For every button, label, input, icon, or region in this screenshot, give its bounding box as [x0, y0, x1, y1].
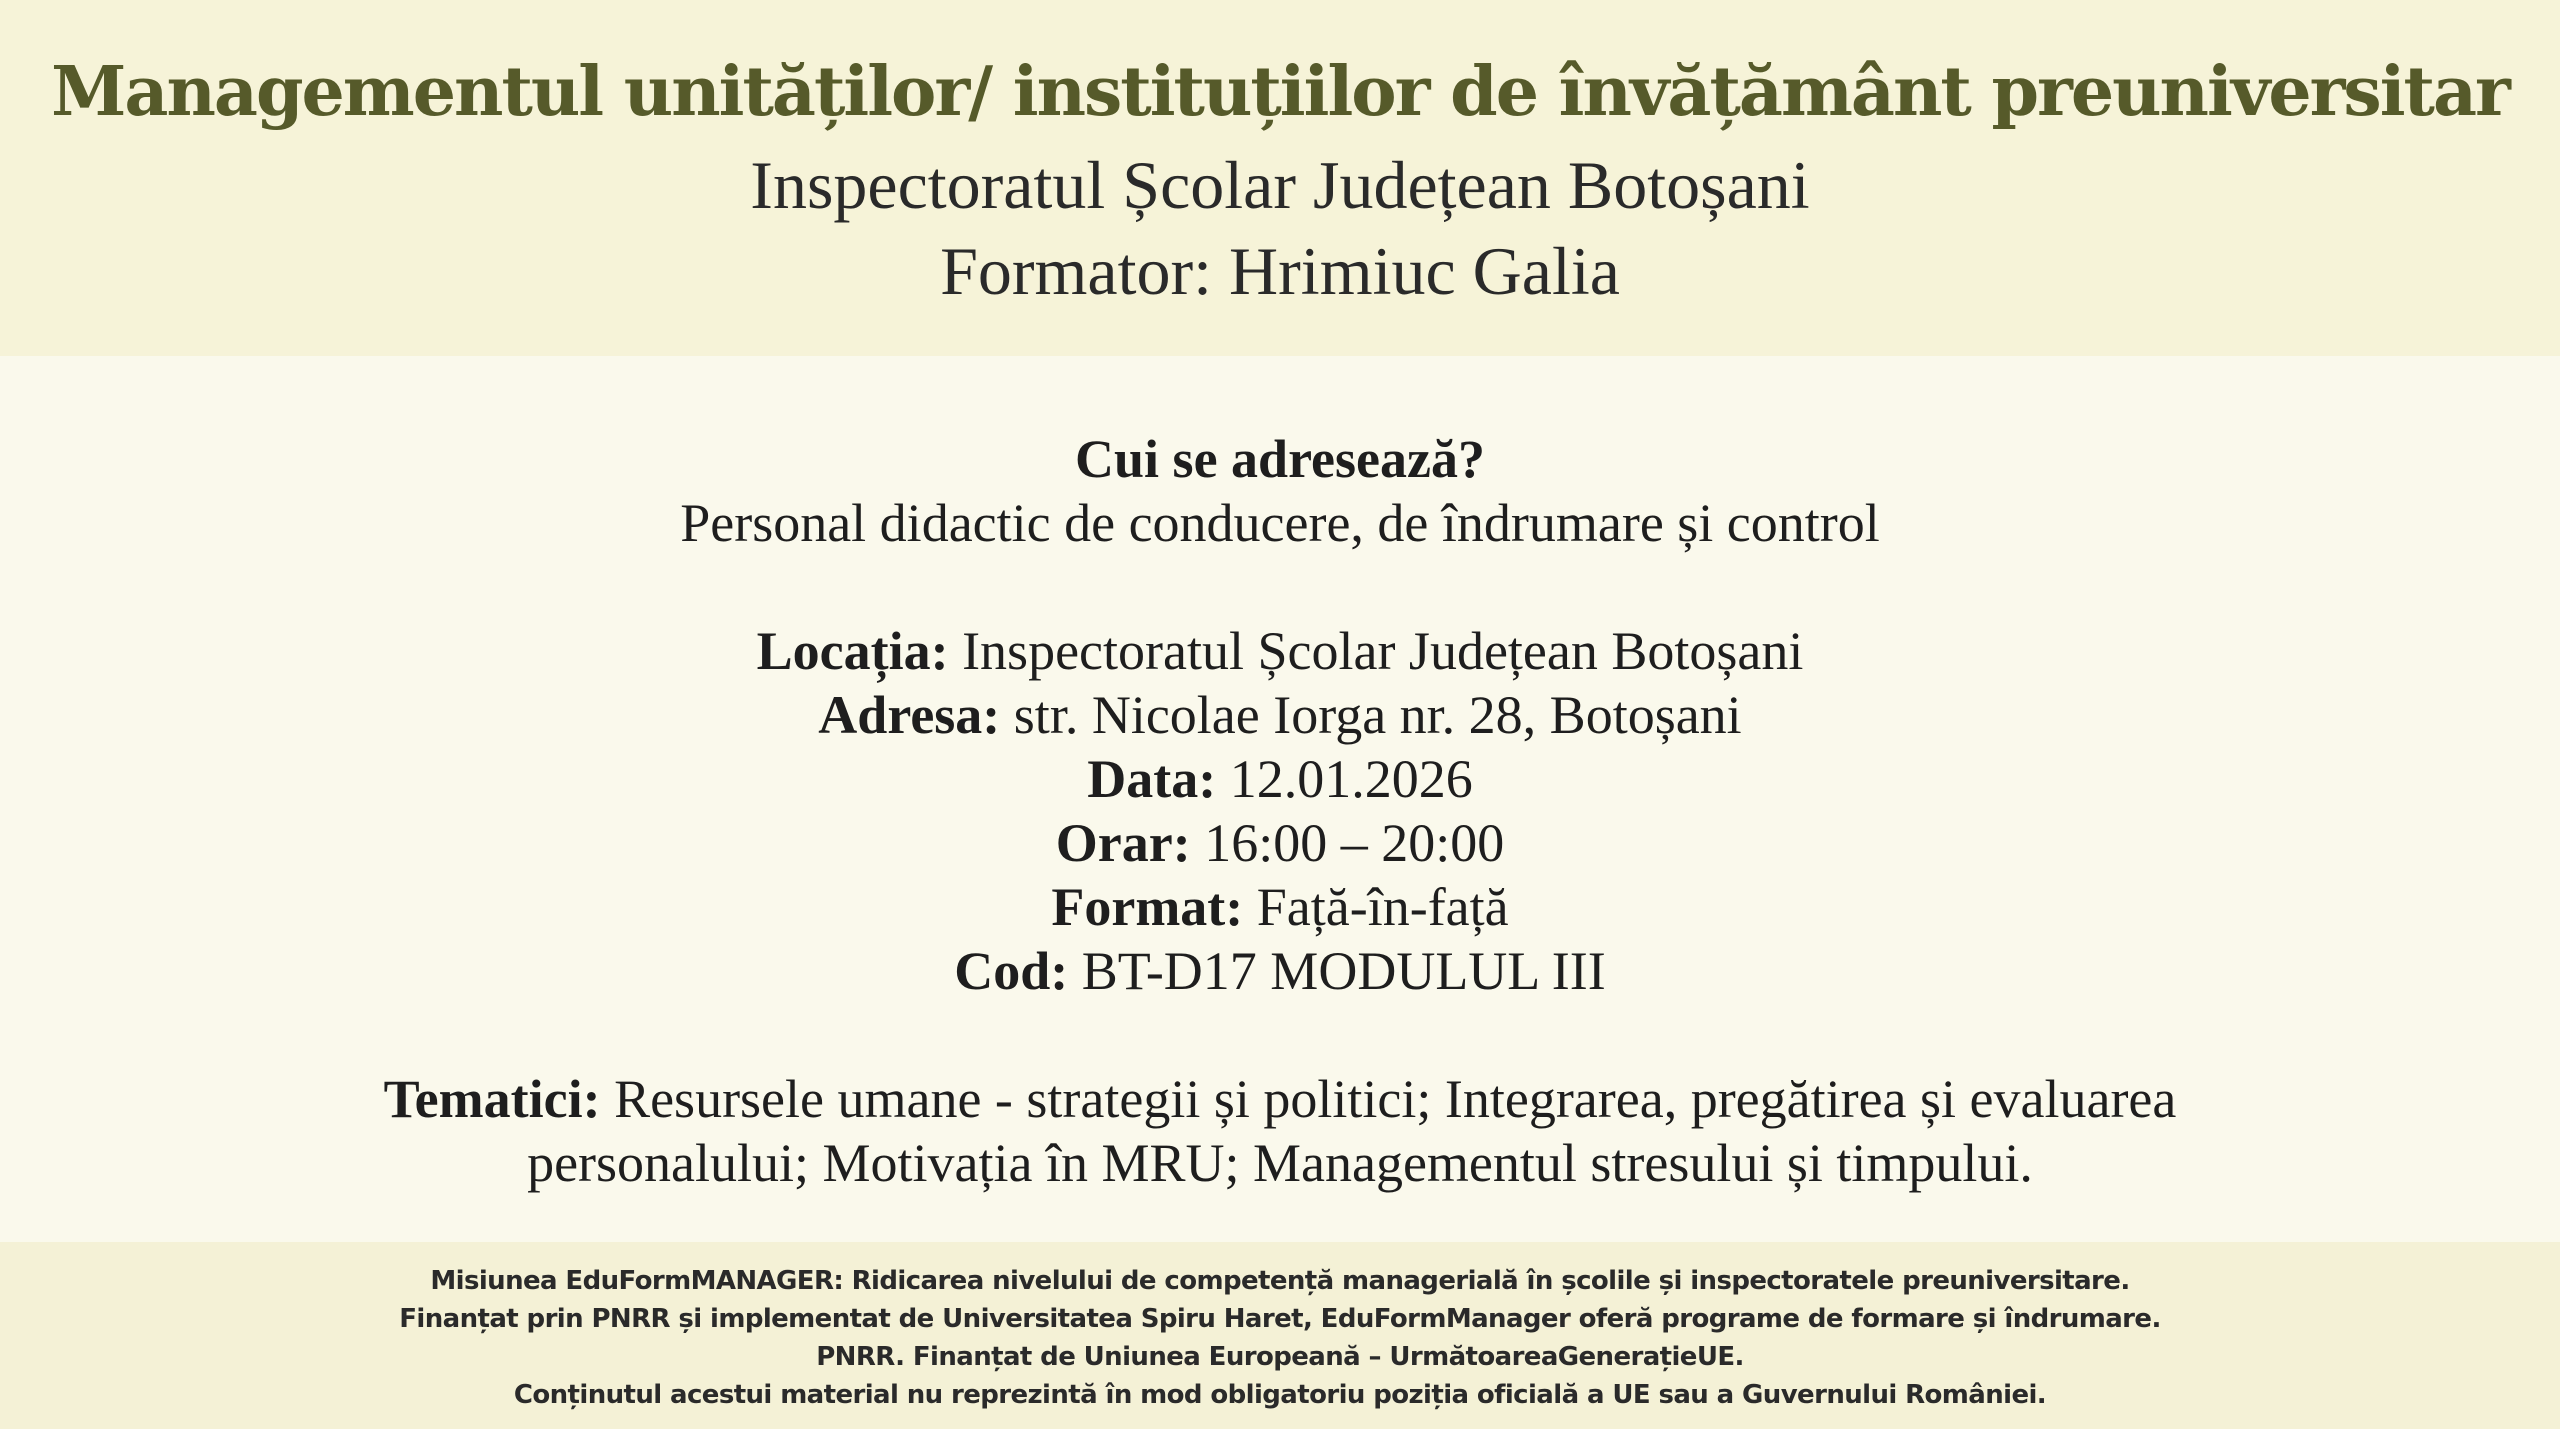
detail-label: Cod: — [954, 941, 1069, 1001]
detail-value: 16:00 – 20:00 — [1190, 813, 1505, 873]
trainer-name: Formator: Hrimiuc Galia — [940, 233, 1620, 309]
footer-line: PNRR. Finanțat de Uniunea Europeană – UrmătoareaGenerațieUE. — [816, 1342, 1744, 1372]
detail-value: str. Nicolae Iorga nr. 28, Botoșani — [1000, 685, 1742, 745]
detail-date — [0, 748, 2560, 810]
course-title: Managementul unităților/ instituțiilor de învățământ preuniversitar — [51, 52, 2509, 132]
audience-answer: Personal didactic de conducere, de îndrumare și control — [680, 493, 1880, 553]
detail-value: Inspectoratul Școlar Județean Botoșani — [948, 621, 1804, 681]
detail-label: Locația: — [756, 621, 949, 681]
institution-name: Inspectoratul Școlar Județean Botoșani — [750, 147, 1810, 223]
detail-format — [0, 876, 2560, 938]
detail-value: Față-în-față — [1243, 877, 1509, 937]
footer-line: Conținutul acestui material nu reprezintă în mod obligatoriu poziția oficială a UE sau a Guvernului României. — [513, 1380, 2047, 1410]
header-section — [0, 0, 2560, 356]
footer-line: Misiunea EduFormMANAGER: Ridicarea nivelului de competență managerială în școlile și inspectoratele preuniversitare. — [430, 1266, 2130, 1296]
detail-label: Format: — [1051, 877, 1244, 937]
detail-value: BT-D17 MODULUL III — [1068, 941, 1606, 1001]
topics-line-2: personalului; Motivația în MRU; Managementul stresului și timpului. — [527, 1133, 2033, 1193]
detail-address — [0, 684, 2560, 746]
detail-schedule — [0, 812, 2560, 874]
detail-location — [0, 620, 2560, 682]
detail-label: Adresa: — [818, 685, 1001, 745]
topics-label: Tematici: — [383, 1069, 601, 1129]
audience-question: Cui se adresează? — [1075, 429, 1485, 489]
detail-label: Data: — [1087, 749, 1217, 809]
footer-disclaimer — [0, 1242, 2560, 1429]
detail-code — [0, 940, 2560, 1002]
topics-line-1 — [0, 1068, 2560, 1130]
topics-text: Resursele umane - strategii și politici; Integrarea, pregătirea și evaluarea — [600, 1069, 2177, 1129]
detail-label: Orar: — [1055, 813, 1191, 873]
course-details — [0, 356, 2560, 1242]
footer-line: Finanțat prin PNRR și implementat de Universitatea Spiru Haret, EduFormManager oferă programe de formare și îndrumare. — [399, 1304, 2161, 1334]
detail-value: 12.01.2026 — [1216, 749, 1473, 809]
